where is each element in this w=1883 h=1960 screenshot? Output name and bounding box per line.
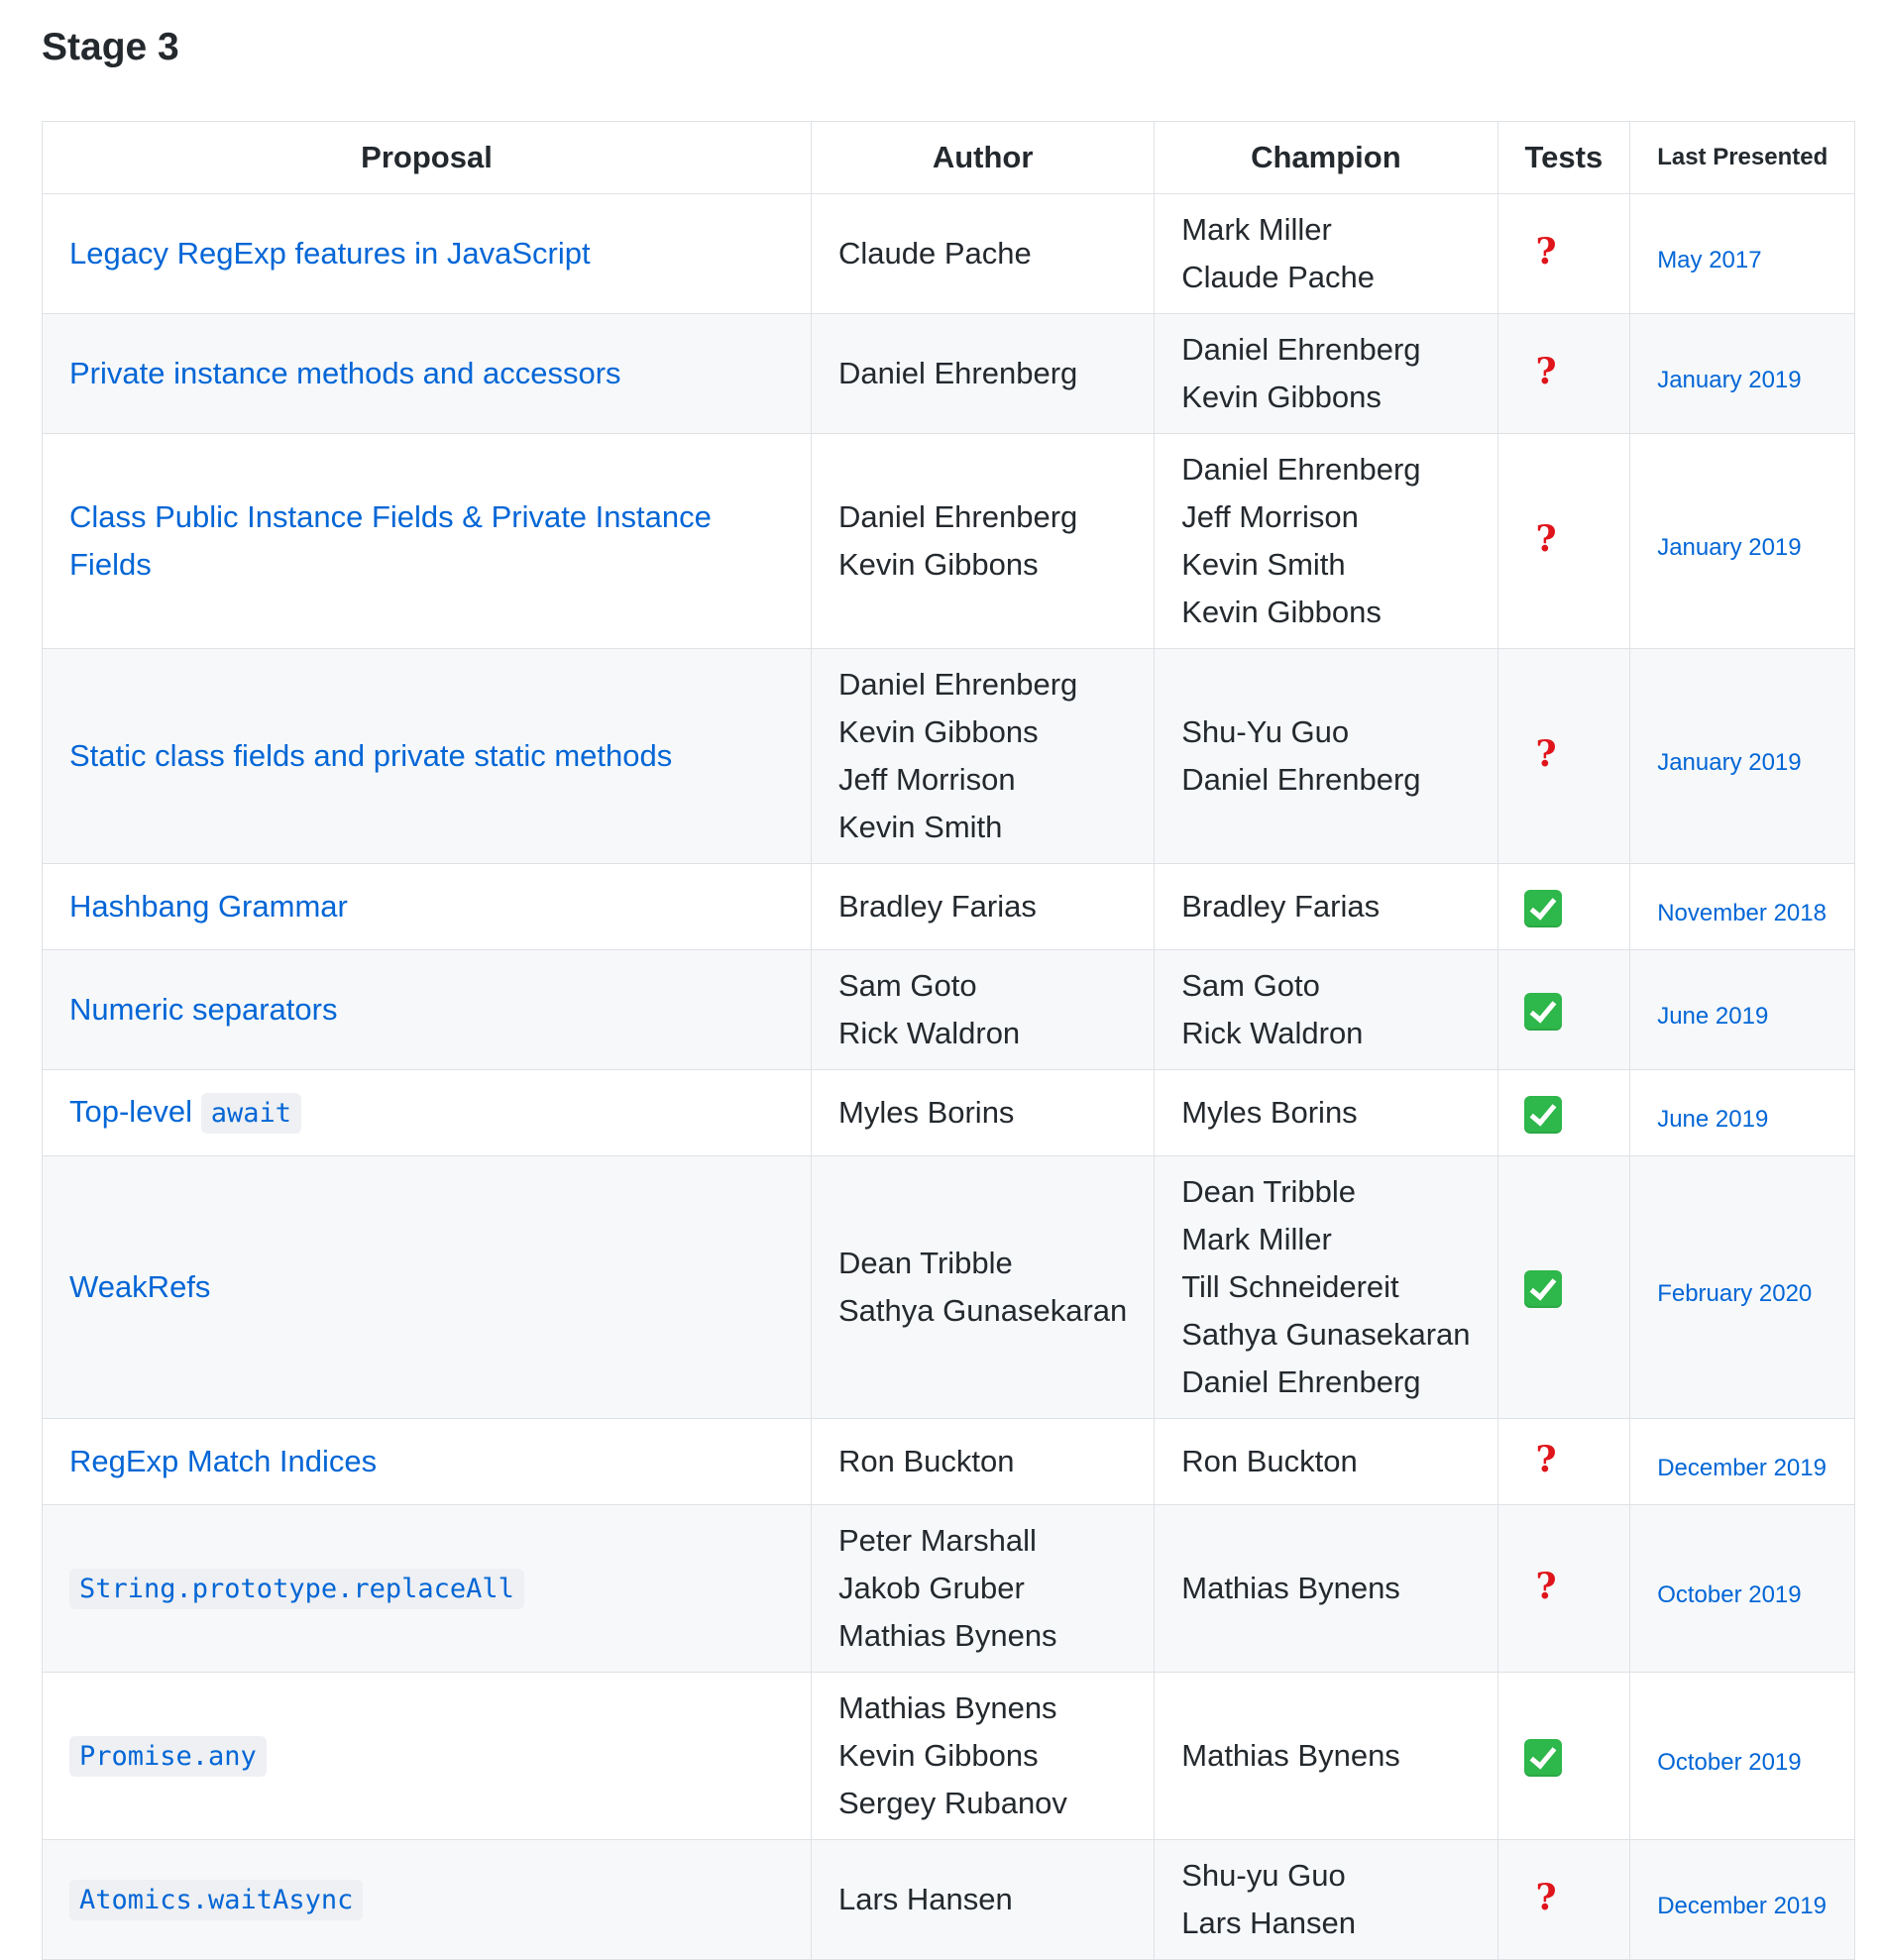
table-row (43, 1673, 1855, 1840)
tests-cell (1497, 1673, 1630, 1840)
champion-name: Mathias Bynens (1181, 1571, 1400, 1605)
last-presented-cell (1630, 1070, 1855, 1156)
proposal-link[interactable]: Numeric separators (69, 992, 338, 1027)
tests-cell (1497, 434, 1630, 649)
proposal-cell (43, 1505, 812, 1673)
champion-name: Mark Miller (1181, 1222, 1332, 1256)
author-cell (812, 864, 1155, 950)
last-presented-link[interactable]: June 2019 (1657, 1106, 1769, 1133)
champion-name: Till Schneidereit (1181, 1269, 1399, 1304)
column-header-champion: Champion (1155, 122, 1497, 194)
author-name: Claude Pache (838, 236, 1032, 271)
champion-name: Kevin Gibbons (1181, 380, 1382, 414)
champion-cell (1155, 434, 1497, 649)
author-name: Dean Tribble (838, 1246, 1013, 1280)
author-name: Sergey Rubanov (838, 1786, 1067, 1820)
proposal-cell (43, 864, 812, 950)
author-cell (812, 1505, 1155, 1673)
author-name: Daniel Ehrenberg (838, 667, 1078, 702)
author-cell (812, 1156, 1155, 1419)
author-cell (812, 1840, 1155, 1960)
check-mark-icon (1524, 993, 1562, 1031)
proposal-link[interactable]: Top-level (69, 1094, 193, 1129)
proposal-link[interactable]: Private instance methods and accessors (69, 356, 621, 390)
proposal-link[interactable]: Static class fields and private static methods (69, 738, 673, 773)
table-row (43, 864, 1855, 950)
table-row (43, 950, 1855, 1070)
champion-cell (1155, 194, 1497, 314)
question-mark-icon: ? (1535, 518, 1557, 560)
champion-name: Sam Goto (1181, 968, 1320, 1003)
tests-cell (1497, 1505, 1630, 1673)
champion-name: Claude Pache (1181, 260, 1375, 294)
check-mark-icon (1524, 1739, 1562, 1777)
author-name: Kevin Gibbons (838, 714, 1039, 749)
author-name: Sathya Gunasekaran (838, 1293, 1128, 1328)
champion-name: Bradley Farias (1181, 889, 1381, 924)
champion-cell (1155, 1673, 1497, 1840)
table-row (43, 1070, 1855, 1156)
author-name: Ron Buckton (838, 1444, 1015, 1478)
proposal-code-suffix[interactable]: await (201, 1093, 301, 1134)
last-presented-link[interactable]: May 2017 (1657, 247, 1762, 273)
tests-cell (1497, 649, 1630, 864)
last-presented-link[interactable]: January 2019 (1657, 367, 1802, 393)
author-cell (812, 1419, 1155, 1505)
question-mark-icon: ? (1535, 1877, 1557, 1918)
last-presented-link[interactable]: January 2019 (1657, 749, 1802, 776)
column-header-tests: Tests (1497, 122, 1630, 194)
last-presented-cell (1630, 1840, 1855, 1960)
champion-name: Daniel Ehrenberg (1181, 1364, 1421, 1399)
author-name: Peter Marshall (838, 1523, 1037, 1558)
author-cell (812, 1070, 1155, 1156)
proposal-cell (43, 1156, 812, 1419)
check-mark-icon (1524, 1270, 1562, 1308)
author-name: Lars Hansen (838, 1882, 1013, 1916)
tests-cell (1497, 1419, 1630, 1505)
proposal-cell (43, 1840, 812, 1960)
last-presented-cell (1630, 434, 1855, 649)
last-presented-link[interactable]: October 2019 (1657, 1581, 1802, 1608)
champion-cell (1155, 649, 1497, 864)
proposal-link[interactable]: Class Public Instance Fields & Private Instance Fields (69, 499, 712, 582)
author-cell (812, 194, 1155, 314)
proposal-link[interactable]: Promise.any (69, 1736, 267, 1777)
author-name: Jeff Morrison (838, 762, 1016, 797)
author-name: Mathias Bynens (838, 1690, 1057, 1725)
author-name: Sam Goto (838, 968, 977, 1003)
last-presented-link[interactable]: February 2020 (1657, 1280, 1813, 1307)
proposal-link[interactable]: WeakRefs (69, 1269, 211, 1304)
proposal-cell (43, 1673, 812, 1840)
proposal-link[interactable]: Hashbang Grammar (69, 889, 348, 924)
author-name: Bradley Farias (838, 889, 1037, 924)
question-mark-icon: ? (1535, 351, 1557, 392)
last-presented-link[interactable]: December 2019 (1657, 1455, 1827, 1481)
section-heading: Stage 3 (42, 26, 179, 68)
last-presented-link[interactable]: November 2018 (1657, 900, 1827, 926)
table-row (43, 1840, 1855, 1960)
last-presented-cell (1630, 1419, 1855, 1505)
table-row (43, 1156, 1855, 1419)
table-row (43, 314, 1855, 434)
column-header-proposal: Proposal (43, 122, 812, 194)
champion-name: Jeff Morrison (1181, 499, 1359, 534)
champion-name: Sathya Gunasekaran (1181, 1317, 1471, 1352)
proposal-link[interactable]: Legacy RegExp features in JavaScript (69, 236, 591, 271)
last-presented-cell (1630, 864, 1855, 950)
question-mark-icon: ? (1535, 1566, 1557, 1607)
author-name: Jakob Gruber (838, 1571, 1025, 1605)
check-mark-icon (1524, 1096, 1562, 1134)
table-row (43, 434, 1855, 649)
champion-cell (1155, 1419, 1497, 1505)
author-cell (812, 1673, 1155, 1840)
last-presented-link[interactable]: October 2019 (1657, 1749, 1802, 1776)
champion-name: Kevin Smith (1181, 547, 1346, 582)
author-name: Myles Borins (838, 1095, 1015, 1130)
proposal-link[interactable]: String.prototype.replaceAll (69, 1569, 524, 1609)
proposal-cell (43, 434, 812, 649)
table-row (43, 1505, 1855, 1673)
proposal-cell (43, 1070, 812, 1156)
champion-name: Mathias Bynens (1181, 1738, 1400, 1773)
author-cell (812, 950, 1155, 1070)
champion-cell (1155, 1070, 1497, 1156)
last-presented-cell (1630, 314, 1855, 434)
author-name: Kevin Smith (838, 810, 1003, 844)
author-cell (812, 649, 1155, 864)
check-mark-icon (1524, 890, 1562, 927)
last-presented-cell (1630, 950, 1855, 1070)
last-presented-link[interactable]: June 2019 (1657, 1003, 1769, 1030)
champion-name: Lars Hansen (1181, 1906, 1357, 1940)
champion-cell (1155, 864, 1497, 950)
champion-name: Mark Miller (1181, 212, 1332, 247)
champion-cell (1155, 1505, 1497, 1673)
proposal-link[interactable]: RegExp Match Indices (69, 1444, 378, 1478)
tests-cell (1497, 864, 1630, 950)
tests-cell (1497, 314, 1630, 434)
tests-cell (1497, 194, 1630, 314)
tests-cell (1497, 1840, 1630, 1960)
champion-cell (1155, 1156, 1497, 1419)
question-mark-icon: ? (1535, 231, 1557, 272)
champion-name: Kevin Gibbons (1181, 595, 1382, 629)
column-header-last-presented: Last Presented (1630, 122, 1855, 194)
table-body (43, 194, 1855, 1960)
column-header-author: Author (812, 122, 1155, 194)
author-name: Mathias Bynens (838, 1618, 1057, 1653)
last-presented-cell (1630, 1156, 1855, 1419)
author-cell (812, 314, 1155, 434)
tests-cell (1497, 1070, 1630, 1156)
champion-cell (1155, 314, 1497, 434)
table-row (43, 649, 1855, 864)
table-row (43, 194, 1855, 314)
table-header-row (43, 122, 1855, 194)
proposal-cell (43, 950, 812, 1070)
proposal-link[interactable]: Atomics.waitAsync (69, 1880, 363, 1920)
tests-cell (1497, 950, 1630, 1070)
champion-name: Shu-yu Guo (1181, 1858, 1346, 1893)
author-name: Daniel Ehrenberg (838, 499, 1078, 534)
proposal-cell (43, 1419, 812, 1505)
last-presented-cell (1630, 194, 1855, 314)
question-mark-icon: ? (1535, 1439, 1557, 1480)
last-presented-cell (1630, 649, 1855, 864)
last-presented-cell (1630, 1673, 1855, 1840)
table-row (43, 1419, 1855, 1505)
proposal-cell (43, 649, 812, 864)
tests-cell (1497, 1156, 1630, 1419)
author-name: Kevin Gibbons (838, 547, 1039, 582)
proposal-cell (43, 314, 812, 434)
champion-name: Shu-Yu Guo (1181, 714, 1350, 749)
author-cell (812, 434, 1155, 649)
champion-name: Myles Borins (1181, 1095, 1358, 1130)
proposal-cell (43, 194, 812, 314)
champion-cell (1155, 1840, 1497, 1960)
proposals-table (42, 121, 1855, 1960)
author-name: Kevin Gibbons (838, 1738, 1039, 1773)
champion-name: Ron Buckton (1181, 1444, 1358, 1478)
champion-cell (1155, 950, 1497, 1070)
last-presented-link[interactable]: December 2019 (1657, 1893, 1827, 1919)
champion-name: Dean Tribble (1181, 1174, 1357, 1209)
champion-name: Rick Waldron (1181, 1016, 1364, 1050)
last-presented-link[interactable]: January 2019 (1657, 534, 1802, 561)
author-name: Daniel Ehrenberg (838, 356, 1078, 390)
question-mark-icon: ? (1535, 733, 1557, 775)
champion-name: Daniel Ehrenberg (1181, 332, 1421, 367)
last-presented-cell (1630, 1505, 1855, 1673)
author-name: Rick Waldron (838, 1016, 1021, 1050)
champion-name: Daniel Ehrenberg (1181, 452, 1421, 487)
champion-name: Daniel Ehrenberg (1181, 762, 1421, 797)
